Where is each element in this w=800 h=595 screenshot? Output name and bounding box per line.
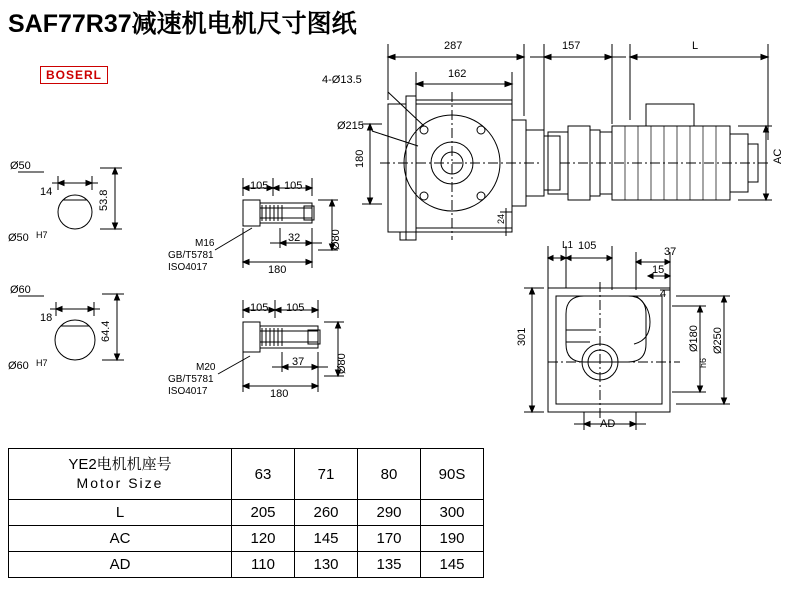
table-header-cn: YE2电机机座号 [68, 456, 172, 473]
table-col-80: 80 [358, 449, 421, 500]
label-d50-h7: Ø50 [8, 232, 29, 244]
label-d80-b: Ø80 [336, 353, 348, 374]
table-row [9, 526, 484, 552]
bolt-m16-view [215, 178, 338, 268]
label-37: 37 [292, 356, 305, 368]
label-m16: M16 [195, 238, 215, 249]
cell-AC-71: 145 [295, 526, 358, 552]
label-d180: Ø180 [688, 325, 700, 352]
label-105-a: 105 [250, 180, 269, 192]
label-287: 287 [444, 40, 463, 52]
cell-L-90s: 300 [421, 500, 484, 526]
label-key-14: 14 [40, 186, 53, 198]
bolt-m20-view [218, 300, 344, 392]
label-key-18: 18 [40, 312, 53, 324]
top-dimension-lines [362, 44, 772, 236]
label-d215: Ø215 [337, 120, 364, 132]
label-162: 162 [448, 68, 467, 80]
cell-L-71: 260 [295, 500, 358, 526]
label-gb-2: GB/T5781 [168, 374, 214, 385]
cell-AC-90s: 190 [421, 526, 484, 552]
row-label-AC: AC [9, 526, 232, 552]
label-d80-a: Ø80 [330, 229, 342, 250]
label-L1: L1 [562, 240, 574, 251]
label-157: 157 [562, 40, 581, 52]
label-L: L [692, 40, 699, 52]
motor-size-table [8, 448, 484, 578]
label-105-b: 105 [284, 180, 303, 192]
brand-logo: BOSERL [40, 66, 108, 84]
label-d50-h7-sup: H7 [36, 230, 48, 240]
label-105-e: 105 [578, 240, 597, 252]
label-d180-sup: h6 [698, 357, 708, 368]
label-AC: AC [772, 148, 784, 164]
cell-L-63: 205 [232, 500, 295, 526]
label-iso-2: ISO4017 [168, 386, 208, 397]
row-label-AD: AD [9, 552, 232, 578]
page-title: SAF77R37减速机电机尺寸图纸 [8, 10, 357, 38]
gearbox-assembly-view [380, 92, 770, 240]
table-header-en: Motor Size [76, 475, 164, 491]
cell-AD-90s: 145 [421, 552, 484, 578]
label-105-c: 105 [250, 302, 269, 314]
label-4-holes: 4-Ø13.5 [322, 74, 362, 86]
label-105-d: 105 [286, 302, 305, 314]
label-d60: Ø60 [10, 284, 31, 296]
label-15: 15 [652, 264, 665, 276]
cell-AC-63: 120 [232, 526, 295, 552]
label-iso-1: ISO4017 [168, 262, 208, 273]
label-180-a: 180 [268, 264, 287, 276]
label-d250: Ø250 [712, 327, 724, 354]
label-4: 4 [660, 288, 667, 300]
cell-AD-71: 130 [295, 552, 358, 578]
label-gb-1: GB/T5781 [168, 250, 214, 261]
row-label-L: L [9, 500, 232, 526]
table-col-63: 63 [232, 449, 295, 500]
label-180-main: 180 [354, 149, 366, 168]
table-col-71: 71 [295, 449, 358, 500]
label-32: 32 [288, 232, 301, 244]
label-AD: AD [600, 418, 616, 430]
label-53-8: 53.8 [98, 189, 110, 211]
table-row [9, 500, 484, 526]
label-37-b: 37 [664, 246, 677, 258]
cell-AC-80: 170 [358, 526, 421, 552]
label-180-b: 180 [270, 388, 289, 400]
label-24: 24 [496, 213, 506, 224]
cell-L-80: 290 [358, 500, 421, 526]
label-64-4: 64.4 [100, 320, 112, 342]
table-col-90s: 90S [421, 449, 484, 500]
label-d60-h7-sup: H7 [36, 358, 48, 368]
label-m20: M20 [196, 362, 216, 373]
table-row [9, 552, 484, 578]
label-d60-h7: Ø60 [8, 360, 29, 372]
label-301: 301 [516, 327, 528, 346]
cell-AD-80: 135 [358, 552, 421, 578]
cell-AD-63: 110 [232, 552, 295, 578]
table-header-label [9, 449, 232, 500]
label-d50: Ø50 [10, 160, 31, 172]
